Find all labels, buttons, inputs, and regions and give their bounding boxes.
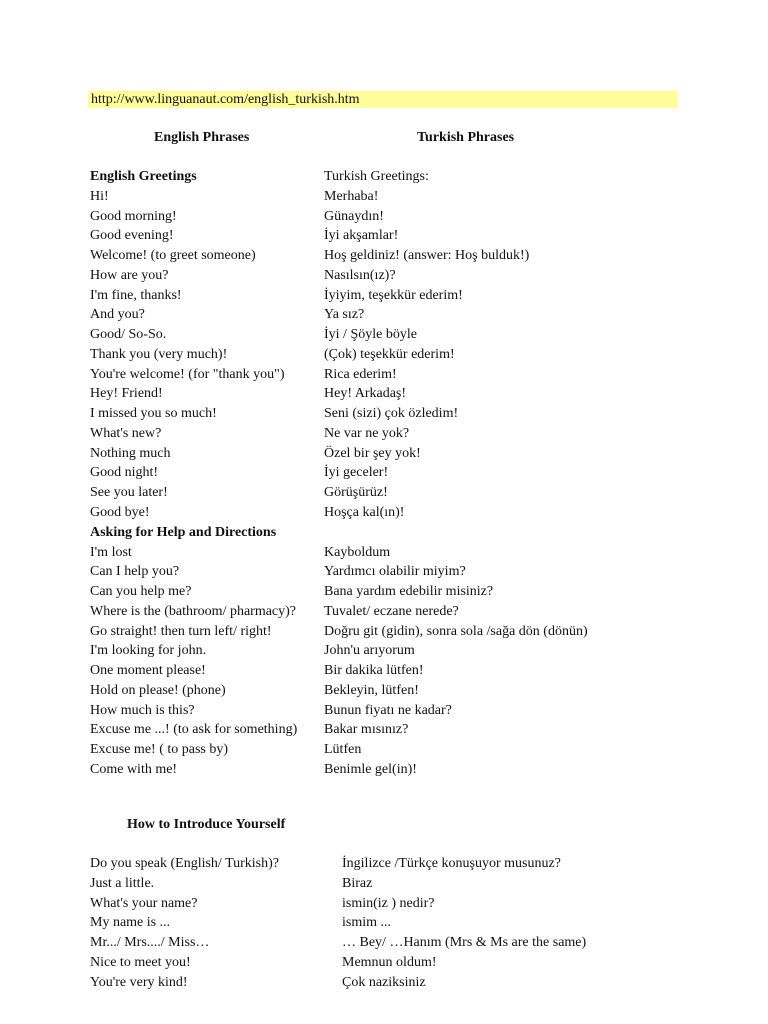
phrase-row [90, 740, 730, 760]
phrase-row [90, 483, 730, 503]
english-phrase: Mr.../ Mrs..../ Miss… [90, 935, 210, 951]
phrase-row [90, 444, 730, 464]
phrase-row [90, 661, 730, 681]
english-phrase: Can you help me? [90, 584, 192, 600]
english-phrase: Good evening! [90, 228, 174, 244]
english-phrase: Come with me! [90, 761, 178, 777]
turkish-phrase: Turkish Greetings: [324, 169, 429, 184]
introduce-yourself-heading: How to Introduce Yourself [127, 817, 286, 832]
introduce-phrase-table [90, 854, 730, 993]
english-phrase: Excuse me ...! (to ask for something) [90, 722, 298, 738]
phrase-row [90, 854, 730, 874]
turkish-phrase: Biraz [342, 875, 373, 891]
turkish-phrase: Benimle gel(in)! [324, 761, 417, 777]
turkish-phrase: Görüşürüz! [324, 485, 388, 501]
phrase-row [90, 345, 730, 365]
phrase-row [90, 365, 730, 385]
phrase-row [90, 582, 730, 602]
phrase-row [90, 602, 730, 622]
phrase-row [90, 641, 730, 661]
english-phrase: Hold on please! (phone) [90, 682, 226, 698]
phrase-row [90, 760, 730, 780]
section-heading-row [90, 523, 730, 543]
english-phrase: My name is ... [90, 915, 171, 931]
turkish-phrase: Özel bir şey yok! [324, 445, 421, 461]
turkish-phrase: John'u arıyorum [324, 643, 415, 659]
english-phrase: I missed you so much! [90, 406, 217, 422]
phrase-row [90, 543, 730, 563]
turkish-phrase: İyi / Şöyle böyle [324, 327, 417, 343]
english-phrase: What's new? [90, 425, 162, 441]
phrase-row [90, 207, 730, 227]
english-phrase: Good/ So-So. [90, 327, 167, 343]
english-phrase: Can I help you? [90, 564, 180, 580]
english-phrase: I'm looking for john. [90, 643, 207, 659]
english-phrase: Thank you (very much)! [90, 346, 228, 362]
phrase-row [90, 424, 730, 444]
turkish-phrase: Kayboldum [324, 544, 391, 560]
phrase-row [90, 562, 730, 582]
phrase-row [90, 953, 730, 973]
phrase-row [90, 503, 730, 523]
english-phrase: You're very kind! [90, 974, 188, 990]
turkish-phrase: Rica ederim! [324, 366, 397, 382]
phrase-row [90, 622, 730, 642]
turkish-phrase: Hoşça kal(ın)! [324, 505, 405, 521]
english-phrase: Nothing much [90, 445, 171, 461]
phrase-row [90, 266, 730, 286]
english-phrase: One moment please! [90, 663, 206, 679]
english-phrase: Good morning! [90, 208, 177, 224]
phrase-row [90, 720, 730, 740]
phrase-row [90, 384, 730, 404]
turkish-phrase: Nasılsın(ız)? [324, 267, 396, 283]
turkish-phrase: Lütfen [324, 742, 362, 758]
phrase-row [90, 246, 730, 266]
english-phrase: Good bye! [90, 505, 150, 521]
turkish-phrase: … Bey/ …Hanım (Mrs & Ms are the same) [342, 935, 587, 951]
turkish-phrase: İyi geceler! [324, 465, 389, 481]
english-phrase: Hey! Friend! [90, 386, 163, 402]
turkish-phrase: Hoş geldiniz! (answer: Hoş bulduk!) [324, 248, 530, 264]
phrase-row [90, 305, 730, 325]
turkish-phrase: (Çok) teşekkür ederim! [324, 346, 455, 362]
turkish-phrase: Bir dakika lütfen! [324, 663, 424, 679]
english-phrase: Nice to meet you! [90, 954, 191, 970]
turkish-phrase: Çok naziksiniz [342, 974, 426, 990]
turkish-phrase: Hey! Arkadaş! [324, 386, 407, 402]
english-phrase: I'm lost [90, 544, 132, 560]
phrase-row [90, 913, 730, 933]
english-phrase: I'm fine, thanks! [90, 287, 182, 303]
phrase-row [90, 681, 730, 701]
turkish-column-header: Turkish Phrases [417, 130, 515, 145]
phrase-row [90, 933, 730, 953]
phrase-row [90, 325, 730, 345]
english-phrase: Good night! [90, 465, 159, 481]
phrase-row [90, 187, 730, 207]
english-phrase: Where is the (bathroom/ pharmacy)? [90, 603, 297, 619]
phrase-row [90, 874, 730, 894]
english-column-header: English Phrases [154, 130, 250, 145]
turkish-phrase: Bunun fiyatı ne kadar? [324, 702, 452, 718]
turkish-phrase: Bekleyin, lütfen! [324, 682, 419, 698]
turkish-phrase: Doğru git (gidin), sonra sola /sağa dön (dönün) [324, 623, 588, 639]
english-phrase: And you? [90, 307, 145, 323]
turkish-phrase: Merhaba! [324, 188, 379, 204]
english-phrase: How much is this? [90, 702, 195, 718]
turkish-phrase: Ne var ne yok? [324, 425, 410, 441]
phrase-row [90, 894, 730, 914]
english-phrase: How are you? [90, 267, 169, 283]
turkish-phrase: Günaydın! [324, 208, 384, 224]
english-phrase: See you later! [90, 485, 168, 501]
turkish-phrase: Ya sız? [324, 307, 365, 323]
turkish-phrase: Tuvalet/ eczane nerede? [324, 603, 459, 619]
english-phrase: Do you speak (English/ Turkish)? [90, 856, 279, 871]
source-url[interactable]: http://www.linguanaut.com/english_turkish.htm [88, 91, 677, 108]
english-phrase: Go straight! then turn left/ right! [90, 623, 272, 639]
turkish-phrase: Seni (sizi) çok özledim! [324, 406, 459, 422]
turkish-phrase: İyi akşamlar! [324, 228, 399, 244]
english-phrase: Excuse me! ( to pass by) [90, 742, 229, 758]
turkish-phrase: ismin(iz ) nedir? [342, 895, 435, 911]
english-phrase: English Greetings [90, 169, 197, 184]
section-heading-row [90, 167, 730, 187]
phrase-row [90, 286, 730, 306]
phrase-row [90, 404, 730, 424]
english-phrase: Asking for Help and Directions [90, 524, 277, 540]
turkish-phrase: Bakar mısınız? [324, 722, 409, 738]
english-phrase: What's your name? [90, 895, 198, 911]
phrase-row [90, 226, 730, 246]
english-phrase: You're welcome! (for "thank you") [90, 366, 285, 382]
phrase-row [90, 463, 730, 483]
english-phrase: Welcome! (to greet someone) [90, 248, 256, 264]
phrase-row [90, 973, 730, 993]
phrase-row [90, 701, 730, 721]
turkish-phrase: Bana yardım edebilir misiniz? [324, 584, 494, 600]
greetings-phrase-table [90, 167, 730, 780]
english-phrase: Hi! [90, 188, 109, 204]
english-phrase: Just a little. [90, 875, 155, 891]
turkish-phrase: Yardımcı olabilir miyim? [324, 564, 466, 580]
turkish-phrase: Memnun oldum! [342, 954, 437, 970]
turkish-phrase: ismim ... [342, 915, 392, 931]
turkish-phrase: İyiyim, teşekkür ederim! [324, 287, 463, 303]
turkish-phrase: İngilizce /Türkçe konuşuyor musunuz? [342, 856, 561, 871]
